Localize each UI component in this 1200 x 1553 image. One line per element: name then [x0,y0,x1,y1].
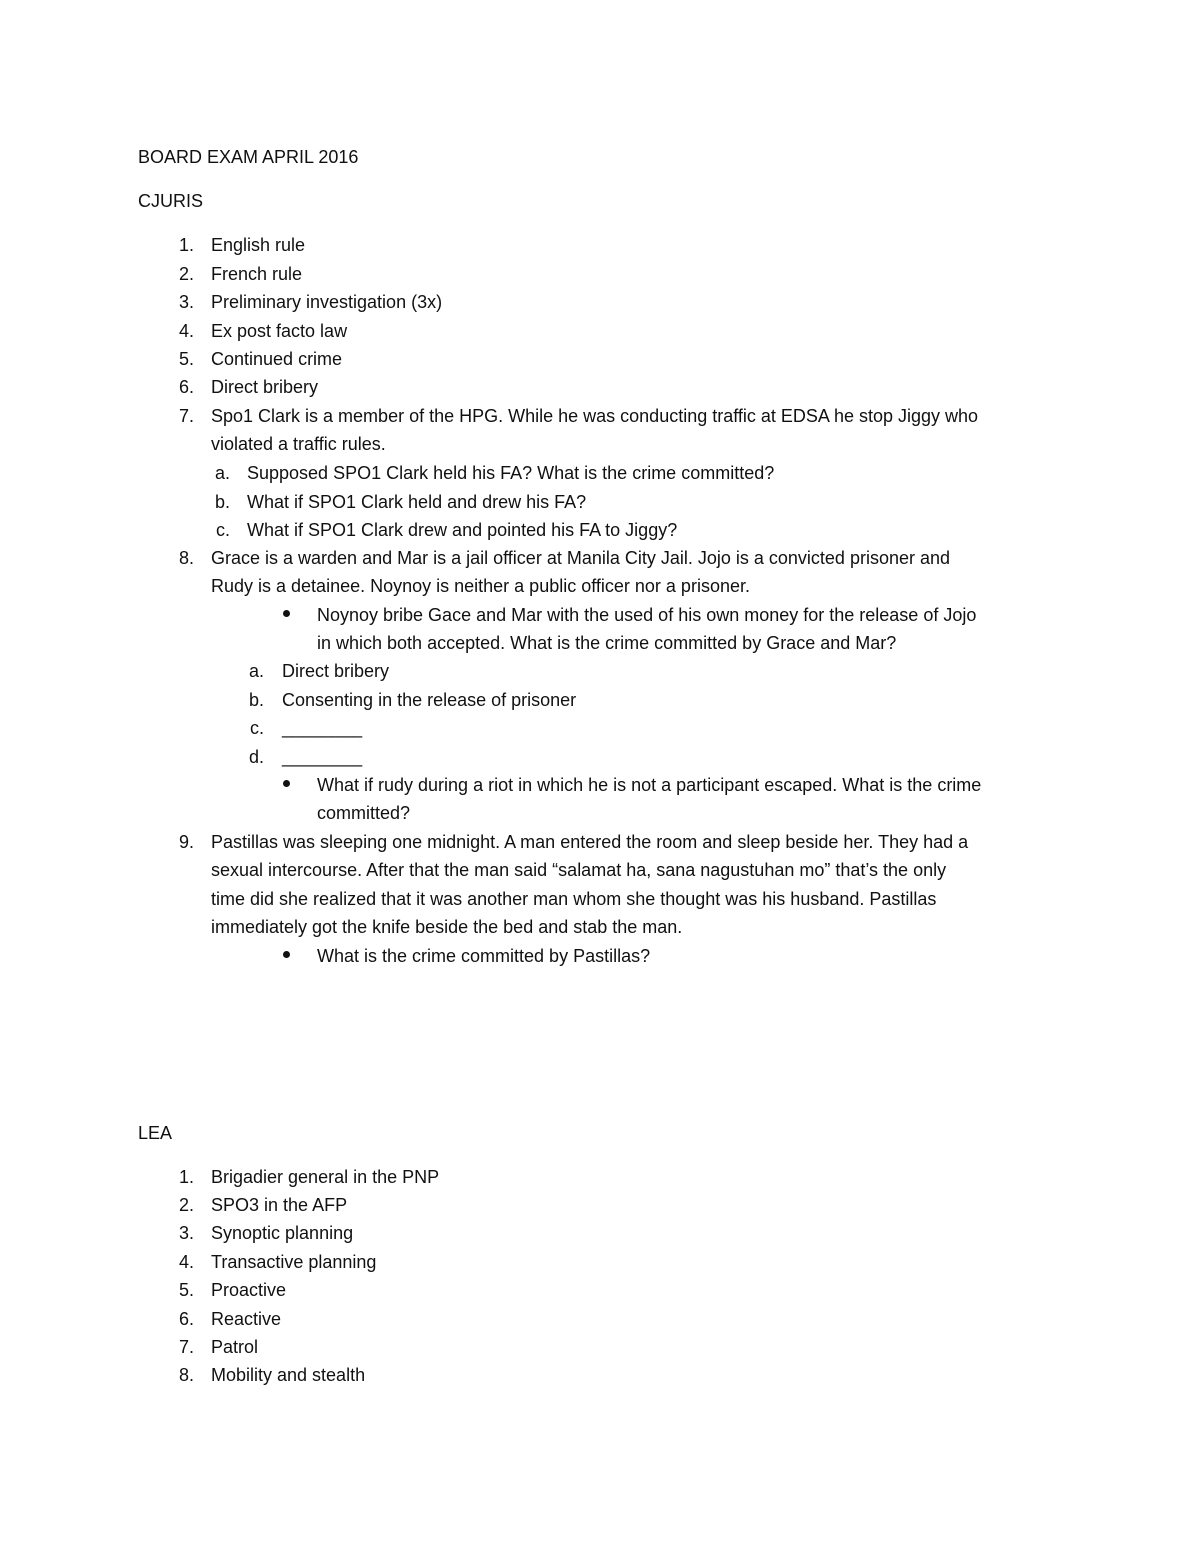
sub-item-letter: b. [214,492,230,512]
choice-letter: c. [249,718,264,738]
bullet-icon [283,780,290,787]
list-item-text: Pastillas was sleeping one midnight. A man entered the room and sleep beside her. They had a [211,832,969,852]
list-item-text: time did she realized that it was another man whom she thought was his husband. Pastillas [211,889,937,909]
list-item-text: Spo1 Clark is a member of the HPG. While he was conducting traffic at EDSA he stop Jiggy who [211,406,979,426]
list-item-number: 4. [178,1252,194,1272]
list-item-number: 1. [178,235,194,255]
list-item: English rule [211,235,306,255]
list-item-text: Grace is a warden and Mar is a jail officer at Manila City Jail. Jojo is a convicted prisoner and [211,548,951,568]
list-item: Synoptic planning [211,1223,354,1243]
list-item: Proactive [211,1280,287,1300]
bullet-question-text: in which both accepted. What is the crime committed by Grace and Mar? [317,633,897,653]
sub-item-letter: a. [214,463,230,483]
sub-item: What if SPO1 Clark held and drew his FA? [247,492,587,512]
list-item-number: 8. [178,548,194,568]
choice-letter: d. [248,747,264,767]
choice-blank: ________ [282,718,363,738]
sub-item: Supposed SPO1 Clark held his FA? What is the crime committed? [247,463,775,483]
bullet-question-text: Noynoy bribe Gace and Mar with the used of his own money for the release of Jojo [317,605,977,625]
list-item-number: 1. [178,1167,194,1187]
list-item: Brigadier general in the PNP [211,1167,440,1187]
list-item-number: 9. [178,832,194,852]
list-item: SPO3 in the AFP [211,1195,348,1215]
list-item: Patrol [211,1337,259,1357]
choice-text: Consenting in the release of prisoner [282,690,577,710]
list-item: Transactive planning [211,1252,377,1272]
bullet-icon [283,610,290,617]
list-item: Mobility and stealth [211,1365,366,1385]
list-item-number: 2. [178,1195,194,1215]
choice-blank: ________ [282,747,363,767]
sub-item: What if SPO1 Clark drew and pointed his FA to Jiggy? [247,520,678,540]
choice-letter: a. [248,661,264,681]
section-heading-lea: LEA [138,1123,173,1143]
document-title: BOARD EXAM APRIL 2016 [138,147,359,167]
choice-letter: b. [248,690,264,710]
list-item-number: 3. [178,1223,194,1243]
list-item-number: 5. [178,1280,194,1300]
list-item-text: Rudy is a detainee. Noynoy is neither a public officer nor a prisoner. [211,576,750,596]
list-item: Reactive [211,1309,282,1329]
list-item-number: 3. [178,292,194,312]
list-item-number: 6. [178,377,194,397]
list-item-number: 8. [178,1365,194,1385]
list-item-text: violated a traffic rules. [211,434,386,454]
list-item-number: 7. [178,406,194,426]
choice-text: Direct bribery [282,661,390,681]
list-item-number: 6. [178,1309,194,1329]
list-item-number: 5. [178,349,194,369]
list-item: Direct bribery [211,377,319,397]
list-item: Continued crime [211,349,343,369]
sub-item-letter: c. [215,520,230,540]
list-item-text: sexual intercourse. After that the man said “salamat ha, sana nagustuhan mo” that’s the only [211,860,947,880]
list-item-number: 2. [178,264,194,284]
bullet-question-text: committed? [317,803,411,823]
bullet-question-text: What is the crime committed by Pastillas? [317,946,651,966]
bullet-icon [283,951,290,958]
list-item: Ex post facto law [211,321,348,341]
list-item: French rule [211,264,303,284]
list-item-number: 7. [178,1337,194,1357]
list-item: Preliminary investigation (3x) [211,292,443,312]
list-item-number: 4. [178,321,194,341]
section-heading-cjuris: CJURIS [138,191,204,211]
list-item-text: immediately got the knife beside the bed and stab the man. [211,917,683,937]
bullet-question-text: What if rudy during a riot in which he is not a participant escaped. What is the crime [317,775,982,795]
